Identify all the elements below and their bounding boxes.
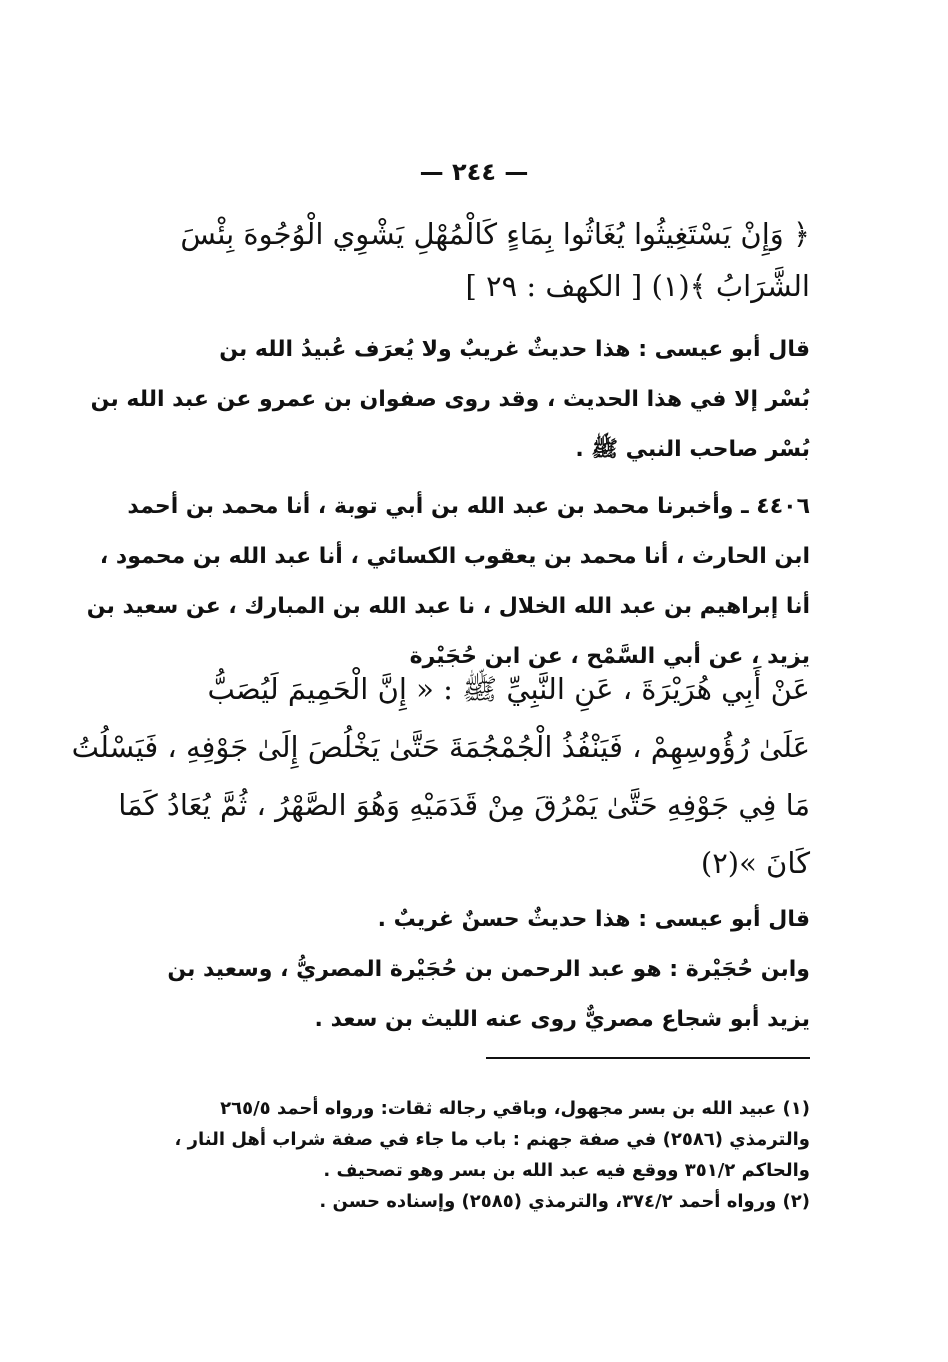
hadith-line: عَلَىٰ رُؤُوسِهِمْ ، فَيَنْفُذُ الْجُمْجُمَةَ حَتَّىٰ يَخْلُصَ إِلَىٰ جَوْفِهِ ، فَيَسْلُتُ (71, 730, 810, 764)
text-line: قال أبو عيسى : هذا حديثٌ غريبٌ ولا يُعرَف عُبيدُ الله بن (219, 337, 810, 362)
footnote-line: (٢) ورواه أحمد ٣٧٤/٢، والترمذي (٢٥٨٥) وإسناده حسن . (319, 1191, 810, 1212)
hadith-line: كَانَ »(٢) (700, 846, 810, 880)
commentary-paragraph (90, 325, 810, 475)
quran-verse-line: الشَّرَابُ ﴾(١) [ الكهف : ٢٩ ] (465, 269, 810, 303)
text-line: يزيد أبو شجاع مصريٌّ روى عنه الليث بن سعد . (314, 1007, 810, 1032)
quran-verse (150, 208, 810, 312)
grading-paragraph (150, 895, 810, 945)
text-line: بُسْر إلا في هذا الحديث ، وقد روى صفوان بن عمرو عن عبد الله بن (90, 387, 810, 412)
footnote-line: والحاكم ٣٥١/٢ ووقع فيه عبد الله بن بسر وهو تصحيف . (323, 1160, 810, 1181)
quran-verse-line: ﴿ وَإِنْ يَسْتَغِيثُوا يُغَاثُوا بِمَاءٍ كَالْمُهْلِ يَشْوِي الْوُجُوهَ بِئْسَ (180, 217, 810, 251)
text-line: قال أبو عيسى : هذا حديثٌ حسنٌ غريبٌ . (377, 907, 810, 932)
footnote-line: والترمذي (٢٥٨٦) في صفة جهنم : باب ما جاء في صفة شراب أهل النار ، (174, 1129, 810, 1150)
text-line: وابن حُجَيْرة : هو عبد الرحمن بن حُجَيْرة المصريُّ ، وسعيد بن (167, 957, 810, 982)
footnotes (150, 1093, 810, 1217)
narrator-notes-paragraph (150, 945, 810, 1045)
footnote-separator (486, 1057, 810, 1059)
text-line: ٤٤٠٦ ـ وأخبرنا محمد بن عبد الله بن أبي توبة ، أنا محمد بن أحمد (127, 494, 810, 519)
page-number: — ٢٤٤ — (419, 158, 529, 186)
hadith-text (71, 660, 810, 892)
isnad-paragraph (86, 482, 810, 682)
text-line: بُسْر صاحب النبي ﷺ . (575, 437, 810, 462)
hadith-line: عَنْ أَبِي هُرَيْرَةَ ، عَنِ النَّبِيِّ ﷺ : « إِنَّ الْحَمِيمَ لَيُصَبُّ (207, 672, 810, 706)
text-line: يزيد ، عن أبي السَّمْح ، عن ابن حُجَيْرة (409, 644, 810, 669)
hadith-line: مَا فِي جَوْفِهِ حَتَّىٰ يَمْرُقَ مِنْ قَدَمَيْهِ وَهُوَ الصَّهْرُ ، ثُمَّ يُعَادُ كَمَا (118, 788, 810, 822)
text-line: أنا إبراهيم بن عبد الله الخلال ، نا عبد الله بن المبارك ، عن سعيد بن (86, 594, 810, 619)
footnote-line: (١) عبيد الله بن بسر مجهول، وباقي رجاله ثقات: ورواه أحمد ٢٦٥/٥ (220, 1098, 810, 1119)
text-line: ابن الحارث ، أنا محمد بن يعقوب الكسائي ، أنا عبد الله بن محمود ، (99, 544, 810, 569)
